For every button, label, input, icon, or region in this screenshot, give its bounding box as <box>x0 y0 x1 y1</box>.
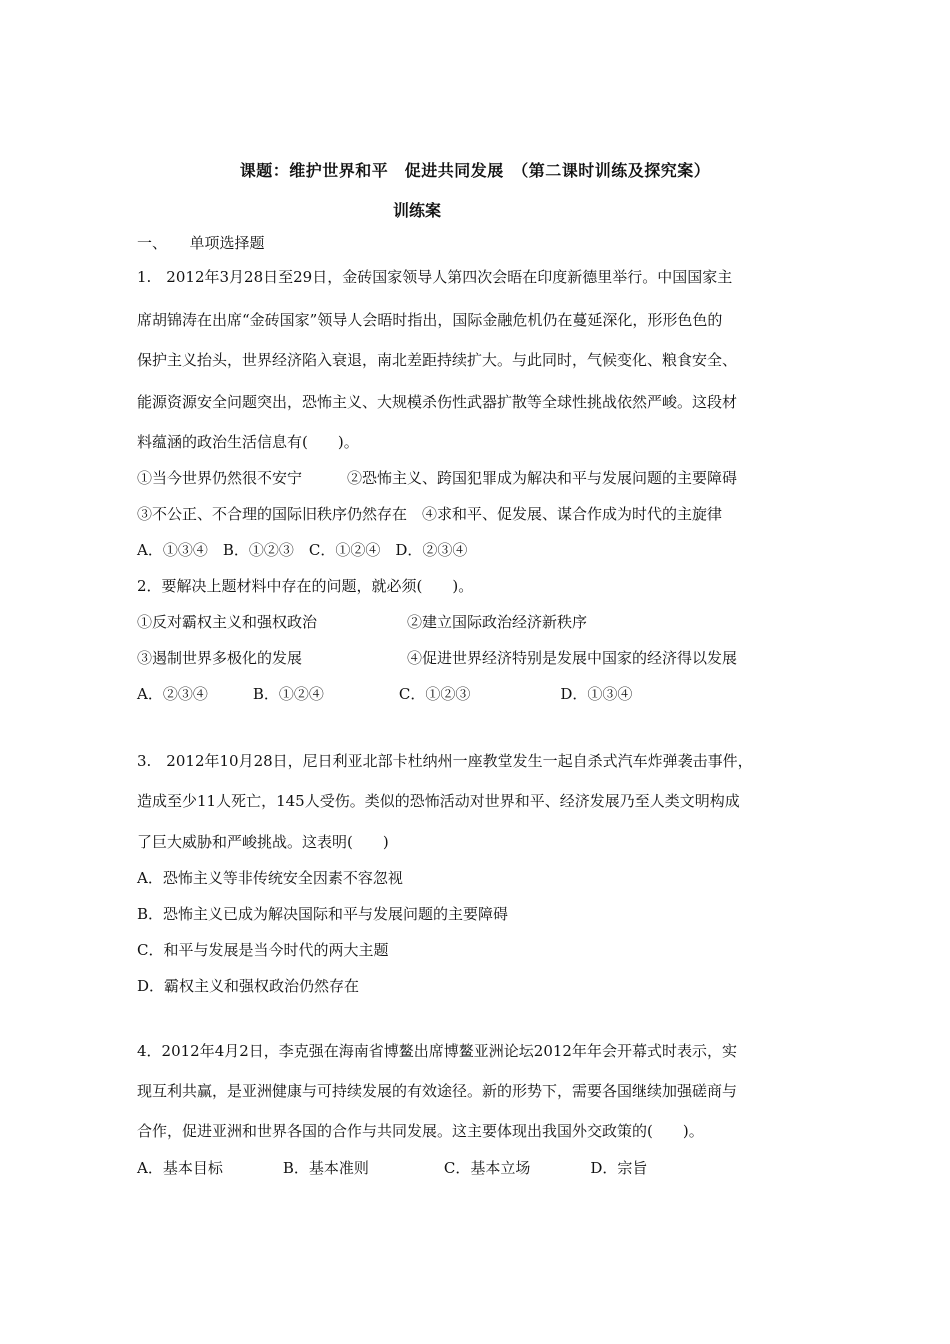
q1-option: ③不公正、不合理的国际旧秩序仍然存在 ④求和平、促发展、谋合作成为时代的主旋律 <box>137 505 723 523</box>
q3-option: C．和平与发展是当今时代的两大主题 <box>137 941 389 959</box>
q3-option: D．霸权主义和强权政治仍然存在 <box>137 977 360 995</box>
q2-option: ③遏制世界多极化的发展 ④促进世界经济特别是发展中国家的经济得以发展 <box>137 649 738 667</box>
q3-line: 造成至少11人死亡，145人受伤。类似的恐怖活动对世界和平、经济发展乃至人类文明构成 <box>137 792 740 810</box>
q2-option: ①反对霸权主义和强权政治 ②建立国际政治经济新秩序 <box>137 613 588 631</box>
q2-answer-choices: A．②③④ B．①②④ C．①②③ D．①③④ <box>137 685 633 703</box>
q3-line: 了巨大威胁和严峻挑战。这表明( ) <box>137 833 389 851</box>
q4-line: 合作，促进亚洲和世界各国的合作与共同发展。这主要体现出我国外交政策的( )。 <box>137 1122 704 1140</box>
q2-stem: 2．要解决上题材料中存在的问题，就必须( )。 <box>137 577 474 595</box>
q4-answer-choices: A．基本目标 B．基本准则 C．基本立场 D．宗旨 <box>137 1159 648 1177</box>
section-heading: 一、 单项选择题 <box>137 234 265 252</box>
q3-option: A．恐怖主义等非传统安全因素不容忽视 <box>137 869 403 887</box>
q1-line: 保护主义抬头，世界经济陷入衰退，南北差距持续扩大。与此同时，气候变化、粮食安全、 <box>137 351 738 369</box>
q4-line: 现互利共赢，是亚洲健康与可持续发展的有效途径。新的形势下，需要各国继续加强磋商与 <box>137 1082 738 1100</box>
q3-line: 3. 2012年10月28日，尼日利亚北部卡杜纳州一座教堂发生一起自杀式汽车炸弹袭击事件， <box>137 752 753 770</box>
q1-line: 1. 2012年3月28日至29日，金砖国家领导人第四次会晤在印度新德里举行。中国国家主 <box>137 268 733 286</box>
page-subtitle: 训练案 <box>393 201 442 220</box>
q1-answer-choices: A．①③④ B．①②③ C．①②④ D．②③④ <box>137 541 468 559</box>
q1-line: 能源资源安全问题突出，恐怖主义、大规模杀伤性武器扩散等全球性挑战依然严峻。这段材 <box>137 393 738 411</box>
page-title: 课题：维护世界和平 促进共同发展 （第二课时训练及探究案） <box>239 161 711 180</box>
q3-option: B．恐怖主义已成为解决国际和平与发展问题的主要障碍 <box>137 905 509 923</box>
q4-line: 4．2012年4月2日，李克强在海南省博鳌出席博鳌亚洲论坛2012年年会开幕式时表示，实 <box>137 1042 737 1060</box>
q1-line: 料蕴涵的政治生活信息有( )。 <box>137 433 359 451</box>
q1-option: ①当今世界仍然很不安宁 ②恐怖主义、跨国犯罪成为解决和平与发展问题的主要障碍 <box>137 469 738 487</box>
q1-line: 席胡锦涛在出席“金砖国家”领导人会晤时指出，国际金融危机仍在蔓延深化，形形色色的 <box>137 311 723 329</box>
